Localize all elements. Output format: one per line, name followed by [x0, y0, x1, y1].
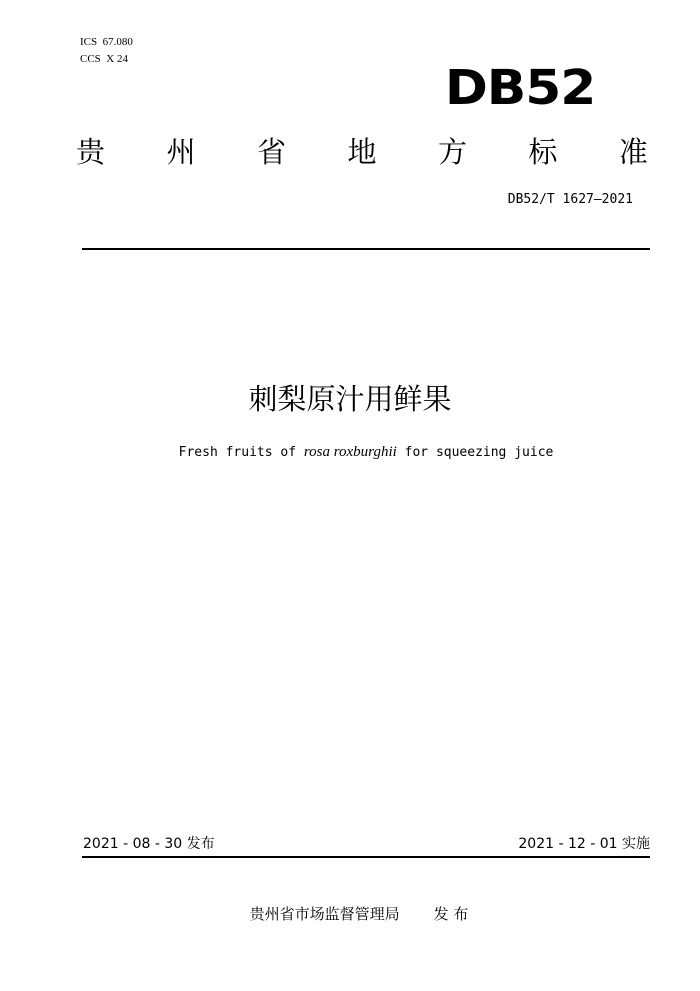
document-title-en: [0, 441, 700, 464]
implement-date: 2021 - 12 - 01 实施: [518, 836, 650, 852]
ics-code: ICS 67.080: [80, 36, 133, 48]
release-date: 2021 - 08 - 30 发布: [83, 836, 215, 852]
bottom-divider: [82, 856, 650, 858]
title-en-latin: rosa roxburghii: [303, 444, 397, 460]
top-divider: [82, 248, 650, 250]
title-char: 州: [166, 135, 196, 169]
document-title-cn: 刺梨原汁用鲜果: [248, 382, 452, 416]
title-en-prefix: Fresh fruits of: [178, 445, 297, 460]
ccs-code: CCS X 24: [80, 53, 128, 65]
title-char: 贵: [76, 135, 106, 169]
standard-type-title: [76, 132, 648, 172]
title-char: 地: [347, 135, 377, 169]
title-char: 方: [437, 135, 467, 169]
issue-label: 发 布: [433, 905, 469, 923]
title-char: 标: [528, 135, 558, 169]
standard-number: DB52/T 1627—2021: [507, 192, 633, 207]
issuer-line: [0, 903, 700, 925]
title-en-suffix: for squeezing juice: [404, 445, 554, 460]
db52-logo: DB52: [444, 60, 595, 116]
title-char: 准: [618, 135, 648, 169]
issuer-name: 贵州省市场监督管理局: [249, 905, 400, 923]
title-char: 省: [256, 135, 286, 169]
classification-codes: [80, 34, 133, 68]
